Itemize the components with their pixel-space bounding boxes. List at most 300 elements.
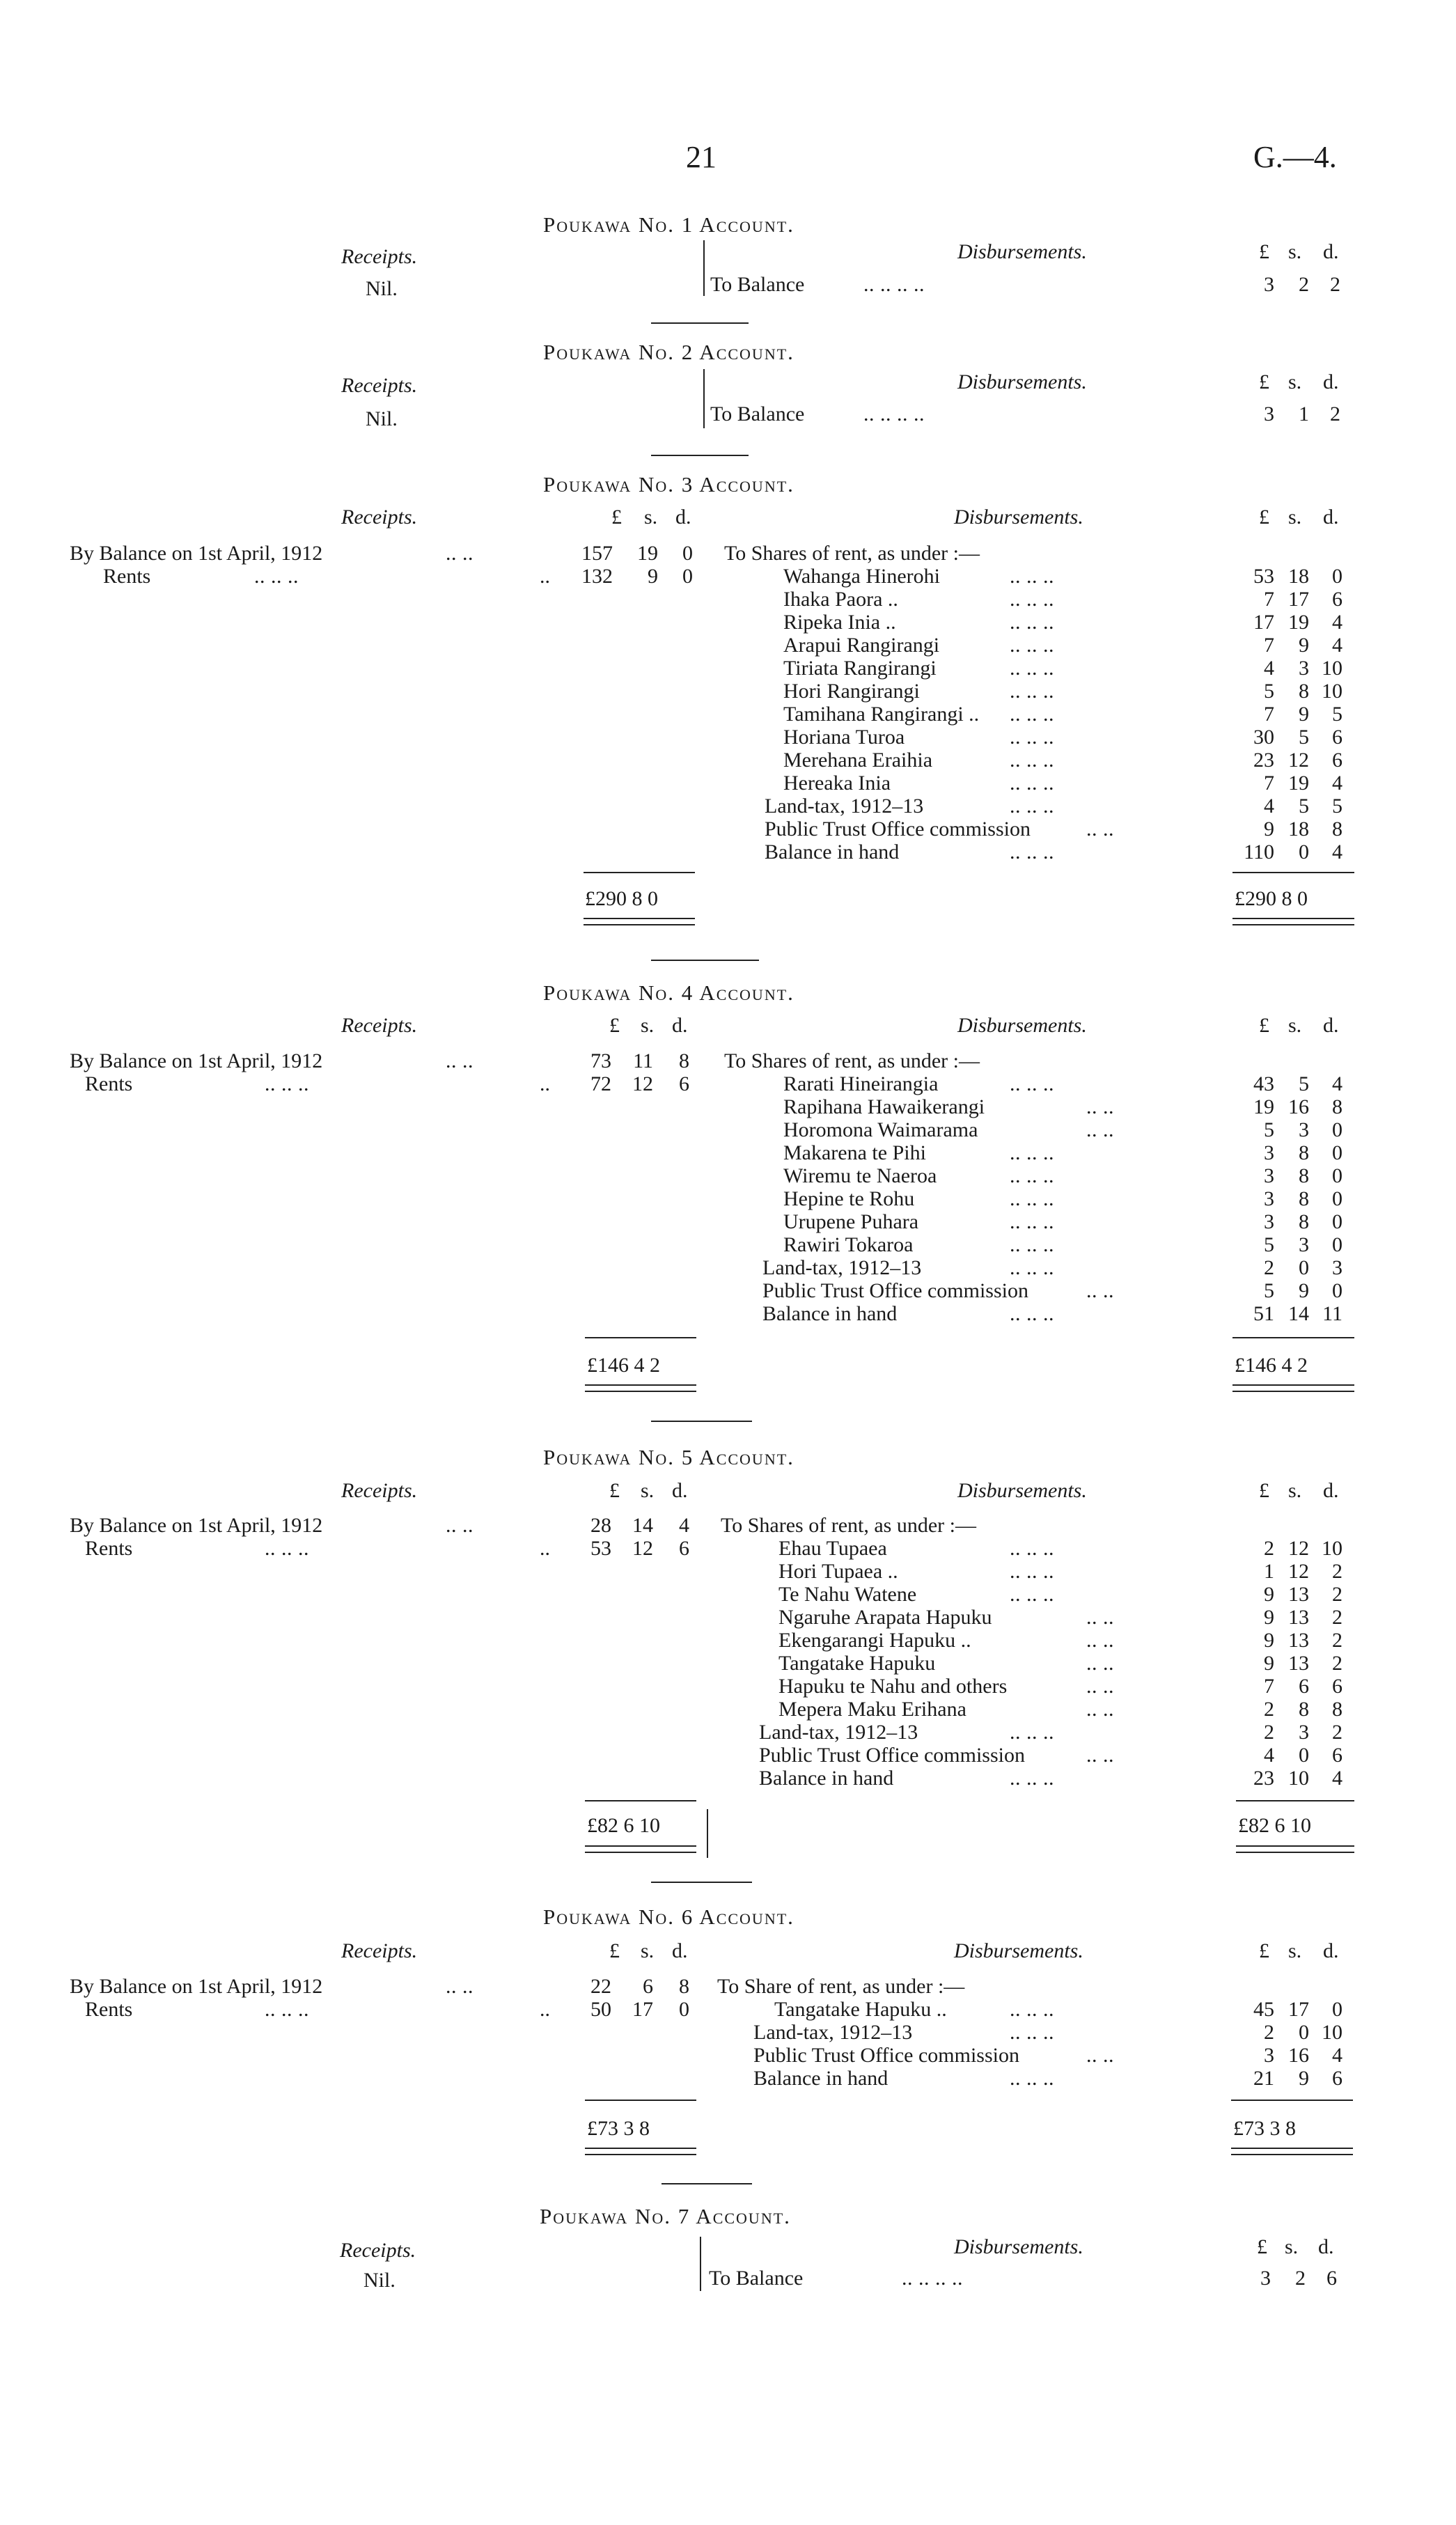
account-3-receipts-total: £290 8 0 <box>585 887 658 910</box>
account-3-rents-label: Rents <box>103 565 151 588</box>
leader-dots: .. .. .. <box>1010 1072 1054 1095</box>
account-4-receipt-balance-pence: 8 <box>679 1049 689 1072</box>
account-4-receipts-shilling-header: s. <box>641 1014 655 1037</box>
leader-dots: .. .. .. <box>1010 1767 1054 1790</box>
amount-shillings: 8 <box>1299 1141 1309 1164</box>
account-5-share-name: Mepera Maku Erihana <box>778 1698 966 1721</box>
leader-dots: .. .. .. <box>1010 634 1054 657</box>
account-7-balance-pounds: 3 <box>1260 2267 1271 2290</box>
amount-pence: 2 <box>1332 1652 1343 1675</box>
amount-shillings: 12 <box>1288 1560 1309 1583</box>
account-2-receipts-heading: Receipts. <box>341 374 418 397</box>
column-divider <box>703 369 705 428</box>
amount-shillings: 18 <box>1288 818 1309 841</box>
account-5-share-name: Hapuku te Nahu and others <box>778 1675 1008 1698</box>
amount-pence: 2 <box>1332 1583 1343 1606</box>
account-4-by-balance: By Balance on 1st April, 1912 <box>70 1049 323 1072</box>
amount-shillings: 3 <box>1299 657 1309 680</box>
account-5-receipt-balance-shillings: 14 <box>632 1514 653 1537</box>
amount-pence: 10 <box>1322 657 1343 680</box>
account-5-share-name: Hori Tupaea .. <box>778 1560 898 1583</box>
amount-pence: 0 <box>1332 1233 1343 1256</box>
amount-pounds: 3 <box>1264 2044 1274 2067</box>
account-6-receipts-total: £73 3 8 <box>587 2117 650 2140</box>
amount-pounds: 53 <box>1253 565 1274 588</box>
account-4-balance-in-hand-label: Balance in hand <box>762 1302 898 1325</box>
amount-pence: 2 <box>1332 1606 1343 1629</box>
account-5-title: Poukawa No. 5 Account. <box>543 1445 794 1469</box>
amount-pounds: 2 <box>1264 1698 1274 1721</box>
account-3-share-name: Horiana Turoa <box>783 726 905 749</box>
account-7-pound-header: £ <box>1257 2235 1267 2258</box>
account-2-pence-header: d. <box>1323 370 1339 393</box>
section-separator <box>651 322 749 324</box>
amount-pence: 5 <box>1332 703 1343 726</box>
leader-dots: .. .. .. <box>265 1998 309 2021</box>
account-5-receipts-total: £82 6 10 <box>587 1814 660 1837</box>
account-3-disbursements-heading: Disbursements. <box>954 506 1083 529</box>
amount-shillings: 5 <box>1299 1072 1309 1095</box>
leader-dots: .. <box>540 1537 550 1560</box>
account-3-disbursements-total: £290 8 0 <box>1235 887 1308 910</box>
amount-pounds: 110 <box>1244 841 1274 863</box>
account-2-disbursements-heading: Disbursements. <box>957 370 1087 393</box>
total-rule <box>1232 1337 1354 1338</box>
account-3-share-name: Ihaka Paora .. <box>783 588 898 611</box>
double-rule <box>585 1845 696 1853</box>
amount-pence: 4 <box>1332 634 1343 657</box>
double-rule <box>1232 1384 1354 1392</box>
account-5-by-balance: By Balance on 1st April, 1912 <box>70 1514 323 1537</box>
amount-pounds: 2 <box>1264 2021 1274 2044</box>
leader-dots: .. .. .. .. <box>863 402 925 425</box>
account-1-pound-header: £ <box>1259 240 1269 263</box>
account-7-to-balance: To Balance <box>709 2267 804 2290</box>
account-6-share-heading: To Share of rent, as under :— <box>717 1975 965 1998</box>
leader-dots: .. <box>540 565 550 588</box>
account-5-disbursements-total: £82 6 10 <box>1238 1814 1311 1837</box>
account-4-commission-label: Public Trust Office commission <box>762 1279 1028 1302</box>
account-3-receipts-pound-header: £ <box>611 506 622 529</box>
section-separator <box>651 1882 752 1883</box>
account-1-balance-pence: 2 <box>1330 273 1340 296</box>
account-3-rents-pounds: 132 <box>581 565 613 588</box>
account-1-disbursements-heading: Disbursements. <box>957 240 1087 263</box>
amount-shillings: 5 <box>1299 726 1309 749</box>
amount-shillings: 3 <box>1299 1233 1309 1256</box>
leader-dots: .. .. .. <box>1010 2021 1054 2044</box>
amount-pounds: 7 <box>1264 703 1274 726</box>
amount-pence: 4 <box>1332 1072 1343 1095</box>
account-5-pence-header: d. <box>1323 1479 1339 1502</box>
amount-pounds: 9 <box>1264 1606 1274 1629</box>
account-5-share-name: Ehau Tupaea <box>778 1537 887 1560</box>
account-5-receipts-shilling-header: s. <box>641 1479 655 1502</box>
amount-pence: 4 <box>1332 1767 1343 1790</box>
amount-pence: 8 <box>1332 1095 1343 1118</box>
account-6-commission-label: Public Trust Office commission <box>753 2044 1019 2067</box>
amount-pounds: 23 <box>1253 1767 1274 1790</box>
account-4-share-name: Rarati Hineirangia <box>783 1072 939 1095</box>
account-4-rents-pounds: 72 <box>590 1072 611 1095</box>
amount-pounds: 3 <box>1264 1141 1274 1164</box>
account-6-receipt-balance-pounds: 22 <box>590 1975 611 1998</box>
amount-pence: 6 <box>1332 1744 1343 1767</box>
account-7-balance-pence: 6 <box>1326 2267 1337 2290</box>
leader-dots: .. .. <box>446 1975 473 1998</box>
amount-pence: 6 <box>1332 726 1343 749</box>
amount-pence: 0 <box>1332 565 1343 588</box>
account-6-rents-pounds: 50 <box>590 1998 611 2021</box>
account-4-land-tax-label: Land-tax, 1912–13 <box>762 1256 922 1279</box>
account-3-share-name: Ripeka Inia .. <box>783 611 896 634</box>
leader-dots: .. .. .. <box>1010 1256 1054 1279</box>
account-4-title: Poukawa No. 4 Account. <box>543 980 794 1005</box>
account-6-receipts-shilling-header: s. <box>641 1939 655 1962</box>
total-rule <box>585 1337 696 1338</box>
amount-shillings: 12 <box>1288 749 1309 772</box>
account-4-receipts-heading: Receipts. <box>341 1014 418 1037</box>
account-7-shilling-header: s. <box>1285 2235 1299 2258</box>
amount-pounds: 5 <box>1264 1233 1274 1256</box>
amount-pounds: 7 <box>1264 588 1274 611</box>
amount-pence: 11 <box>1322 1302 1343 1325</box>
amount-pence: 5 <box>1332 795 1343 818</box>
account-3-rents-shillings: 9 <box>648 565 658 588</box>
total-rule <box>585 1800 696 1801</box>
double-rule <box>584 918 695 925</box>
account-2-title: Poukawa No. 2 Account. <box>543 340 794 364</box>
leader-dots: .. .. .. <box>254 565 299 588</box>
leader-dots: .. .. .. <box>1010 772 1054 795</box>
amount-shillings: 9 <box>1299 634 1309 657</box>
leader-dots: .. <box>540 1072 550 1095</box>
account-6-by-balance: By Balance on 1st April, 1912 <box>70 1975 323 1998</box>
amount-pounds: 1 <box>1264 1560 1274 1583</box>
amount-shillings: 16 <box>1288 1095 1309 1118</box>
account-5-receipts-heading: Receipts. <box>341 1479 418 1502</box>
account-6-share-name: Tangatake Hapuku .. <box>774 1998 947 2021</box>
amount-pounds: 9 <box>1264 1583 1274 1606</box>
account-3-receipts-pence-header: d. <box>675 506 691 529</box>
amount-shillings: 13 <box>1288 1652 1309 1675</box>
account-4-pence-header: d. <box>1323 1014 1339 1037</box>
section-separator <box>651 1421 752 1422</box>
amount-pence: 10 <box>1322 680 1343 703</box>
amount-pounds: 9 <box>1264 1629 1274 1652</box>
amount-shillings: 3 <box>1299 1721 1309 1744</box>
account-7-balance-shillings: 2 <box>1295 2267 1306 2290</box>
amount-pence: 0 <box>1332 1998 1343 2021</box>
account-5-commission-label: Public Trust Office commission <box>759 1744 1025 1767</box>
account-5-rents-pence: 6 <box>679 1537 689 1560</box>
account-1-balance-pounds: 3 <box>1264 273 1274 296</box>
amount-pence: 10 <box>1322 1537 1343 1560</box>
account-6-land-tax-label: Land-tax, 1912–13 <box>753 2021 913 2044</box>
account-3-rents-pence: 0 <box>682 565 693 588</box>
account-7-pence-header: d. <box>1318 2235 1334 2258</box>
amount-shillings: 0 <box>1299 2021 1309 2044</box>
amount-pounds: 7 <box>1264 1675 1274 1698</box>
leader-dots: .. .. .. <box>1010 1302 1054 1325</box>
leader-dots: .. .. <box>1086 1118 1114 1141</box>
account-7-receipts-nil: Nil. <box>363 2269 396 2292</box>
account-3-share-name: Wahanga Hinerohi <box>783 565 940 588</box>
account-5-receipts-pence-header: d. <box>672 1479 688 1502</box>
amount-pence: 6 <box>1332 2067 1343 2090</box>
leader-dots: .. .. .. <box>1010 749 1054 772</box>
leader-dots: .. .. .. <box>1010 1560 1054 1583</box>
account-4-receipts-pence-header: d. <box>672 1014 688 1037</box>
amount-pence: 6 <box>1332 588 1343 611</box>
account-3-shilling-header: s. <box>1288 506 1302 529</box>
account-4-rents-shillings: 12 <box>632 1072 653 1095</box>
leader-dots: .. .. .. <box>1010 726 1054 749</box>
account-5-rents-shillings: 12 <box>632 1537 653 1560</box>
account-4-receipt-balance-shillings: 11 <box>633 1049 653 1072</box>
double-rule <box>1232 918 1354 925</box>
account-6-balance-in-hand-label: Balance in hand <box>753 2067 889 2090</box>
leader-dots: .. .. <box>1086 1652 1114 1675</box>
amount-pence: 0 <box>1332 1141 1343 1164</box>
amount-pence: 10 <box>1322 2021 1343 2044</box>
section-separator <box>662 2183 752 2184</box>
account-4-share-name: Urupene Puhara <box>783 1210 919 1233</box>
amount-pence: 8 <box>1332 818 1343 841</box>
leader-dots: .. .. .. <box>1010 657 1054 680</box>
amount-shillings: 17 <box>1288 588 1309 611</box>
amount-pence: 2 <box>1332 1721 1343 1744</box>
account-6-receipts-pence-header: d. <box>672 1939 688 1962</box>
total-rule <box>1231 2100 1353 2101</box>
account-3-share-name: Hori Rangirangi <box>783 680 920 703</box>
leader-dots: .. .. .. <box>1010 680 1054 703</box>
account-3-land-tax-label: Land-tax, 1912–13 <box>765 795 924 818</box>
amount-pounds: 5 <box>1264 1279 1274 1302</box>
amount-pence: 0 <box>1332 1118 1343 1141</box>
account-4-share-name: Horomona Waimarama <box>783 1118 978 1141</box>
account-2-to-balance: To Balance <box>710 402 805 425</box>
account-3-pence-header: d. <box>1323 506 1339 529</box>
leader-dots: .. .. <box>1086 1744 1114 1767</box>
account-6-rents-pence: 0 <box>679 1998 689 2021</box>
amount-shillings: 8 <box>1299 1164 1309 1187</box>
account-1-balance-shillings: 2 <box>1299 273 1309 296</box>
account-6-disbursements-total: £73 3 8 <box>1233 2117 1296 2140</box>
account-6-receipts-pound-header: £ <box>609 1939 620 1962</box>
amount-pence: 6 <box>1332 749 1343 772</box>
leader-dots: .. .. .. <box>1010 1164 1054 1187</box>
amount-shillings: 9 <box>1299 2067 1309 2090</box>
leader-dots: .. .. .. <box>1010 1537 1054 1560</box>
amount-shillings: 8 <box>1299 1210 1309 1233</box>
amount-shillings: 0 <box>1299 1256 1309 1279</box>
account-4-share-name: Makarena te Pihi <box>783 1141 926 1164</box>
account-6-receipts-heading: Receipts. <box>341 1939 418 1962</box>
amount-pounds: 2 <box>1264 1537 1274 1560</box>
amount-pence: 4 <box>1332 611 1343 634</box>
amount-pence: 2 <box>1332 1560 1343 1583</box>
amount-pounds: 7 <box>1264 772 1274 795</box>
amount-pounds: 51 <box>1253 1302 1274 1325</box>
leader-dots: .. .. .. <box>1010 1721 1054 1744</box>
account-2-shilling-header: s. <box>1288 370 1302 393</box>
account-4-shares-heading: To Shares of rent, as under :— <box>724 1049 980 1072</box>
total-rule <box>1236 1800 1354 1801</box>
account-4-disbursements-total: £146 4 2 <box>1235 1354 1308 1377</box>
account-5-share-name: Tangatake Hapuku <box>778 1652 936 1675</box>
account-5-receipts-pound-header: £ <box>609 1479 620 1502</box>
account-5-pound-header: £ <box>1259 1479 1269 1502</box>
leader-dots: .. .. .. <box>1010 841 1054 863</box>
leader-dots: .. .. .. <box>1010 611 1054 634</box>
amount-pence: 0 <box>1332 1164 1343 1187</box>
amount-pence: 2 <box>1332 1629 1343 1652</box>
leader-dots: .. .. .. <box>1010 1141 1054 1164</box>
leader-dots: .. .. .. <box>1010 1233 1054 1256</box>
account-4-receipt-balance-pounds: 73 <box>590 1049 611 1072</box>
account-5-receipt-balance-pounds: 28 <box>590 1514 611 1537</box>
account-2-balance-pence: 2 <box>1330 402 1340 425</box>
page-number: 21 <box>686 140 717 174</box>
account-5-land-tax-label: Land-tax, 1912–13 <box>759 1721 918 1744</box>
amount-pence: 3 <box>1332 1256 1343 1279</box>
amount-pounds: 3 <box>1264 1210 1274 1233</box>
leader-dots: .. .. .. <box>1010 1998 1054 2021</box>
amount-shillings: 10 <box>1288 1767 1309 1790</box>
amount-pence: 0 <box>1332 1187 1343 1210</box>
account-4-disbursements-heading: Disbursements. <box>957 1014 1087 1037</box>
leader-dots: .. .. .. <box>265 1537 309 1560</box>
amount-pence: 0 <box>1332 1210 1343 1233</box>
leader-dots: .. .. <box>1086 1675 1114 1698</box>
leader-dots: .. .. <box>1086 818 1114 841</box>
amount-pounds: 23 <box>1253 749 1274 772</box>
amount-pounds: 4 <box>1264 657 1274 680</box>
account-6-rents-shillings: 17 <box>632 1998 653 2021</box>
leader-dots: .. .. <box>446 1514 473 1537</box>
amount-shillings: 8 <box>1299 1187 1309 1210</box>
amount-pence: 6 <box>1332 1675 1343 1698</box>
account-3-pound-header: £ <box>1259 506 1269 529</box>
account-3-share-name: Hereaka Inia <box>783 772 891 795</box>
amount-shillings: 5 <box>1299 795 1309 818</box>
account-4-share-name: Rawiri Tokaroa <box>783 1233 914 1256</box>
account-1-receipts-nil: Nil. <box>366 277 398 300</box>
account-4-receipts-pound-header: £ <box>609 1014 620 1037</box>
leader-dots: .. .. <box>1086 1606 1114 1629</box>
amount-shillings: 13 <box>1288 1583 1309 1606</box>
double-rule <box>1231 2148 1353 2155</box>
account-5-share-name: Te Nahu Watene <box>778 1583 917 1606</box>
double-rule <box>1236 1845 1354 1853</box>
account-2-balance-shillings: 1 <box>1299 402 1309 425</box>
amount-pounds: 5 <box>1264 1118 1274 1141</box>
amount-shillings: 19 <box>1288 611 1309 634</box>
leader-dots: .. .. .. .. <box>863 273 925 296</box>
amount-pounds: 21 <box>1253 2067 1274 2090</box>
amount-pounds: 7 <box>1264 634 1274 657</box>
leader-dots: .. .. .. <box>1010 1210 1054 1233</box>
account-2-balance-pounds: 3 <box>1264 402 1274 425</box>
leader-dots: .. <box>540 1998 550 2021</box>
account-6-title: Poukawa No. 6 Account. <box>543 1905 794 1929</box>
account-4-pound-header: £ <box>1259 1014 1269 1037</box>
account-5-rents-label: Rents <box>85 1537 133 1560</box>
amount-shillings: 8 <box>1299 1698 1309 1721</box>
leader-dots: .. .. <box>1086 1095 1114 1118</box>
account-6-shilling-header: s. <box>1288 1939 1302 1962</box>
leader-dots: .. .. .. <box>1010 703 1054 726</box>
account-6-rents-label: Rents <box>85 1998 133 2021</box>
account-5-shilling-header: s. <box>1288 1479 1302 1502</box>
section-separator <box>651 960 759 961</box>
account-4-rents-label: Rents <box>85 1072 133 1095</box>
account-7-title: Poukawa No. 7 Account. <box>540 2204 791 2228</box>
amount-pounds: 30 <box>1253 726 1274 749</box>
leader-dots: .. .. .. .. <box>902 2267 963 2290</box>
account-3-title: Poukawa No. 3 Account. <box>543 472 794 497</box>
amount-pence: 0 <box>1332 1279 1343 1302</box>
account-3-commission-label: Public Trust Office commission <box>765 818 1031 841</box>
account-7-disbursements-heading: Disbursements. <box>954 2235 1083 2258</box>
amount-pounds: 3 <box>1264 1187 1274 1210</box>
leader-dots: .. .. <box>446 542 473 565</box>
column-divider <box>700 2237 701 2291</box>
account-4-shilling-header: s. <box>1288 1014 1302 1037</box>
total-rule <box>1232 872 1354 873</box>
amount-shillings: 3 <box>1299 1118 1309 1141</box>
account-1-to-balance: To Balance <box>710 273 805 296</box>
amount-shillings: 9 <box>1299 1279 1309 1302</box>
account-1-shilling-header: s. <box>1288 240 1302 263</box>
account-3-receipt-balance-shillings: 19 <box>637 542 658 565</box>
account-5-shares-heading: To Shares of rent, as under :— <box>721 1514 976 1537</box>
account-4-receipts-total: £146 4 2 <box>587 1354 660 1377</box>
amount-pounds: 43 <box>1253 1072 1274 1095</box>
account-5-disbursements-heading: Disbursements. <box>957 1479 1087 1502</box>
account-1-pence-header: d. <box>1323 240 1339 263</box>
amount-pounds: 9 <box>1264 1652 1274 1675</box>
amount-shillings: 12 <box>1288 1537 1309 1560</box>
leader-dots: .. .. <box>1086 1279 1114 1302</box>
amount-shillings: 16 <box>1288 2044 1309 2067</box>
leader-dots: .. .. <box>1086 2044 1114 2067</box>
account-6-pence-header: d. <box>1323 1939 1339 1962</box>
amount-pence: 8 <box>1332 1698 1343 1721</box>
account-3-receipt-balance-pence: 0 <box>682 542 693 565</box>
amount-pounds: 4 <box>1264 1744 1274 1767</box>
amount-shillings: 13 <box>1288 1606 1309 1629</box>
account-4-share-name: Rapihana Hawaikerangi <box>783 1095 985 1118</box>
total-rule <box>584 872 695 873</box>
leader-dots: .. .. <box>1086 1698 1114 1721</box>
amount-pounds: 2 <box>1264 1256 1274 1279</box>
amount-pence: 4 <box>1332 772 1343 795</box>
account-5-share-name: Ekengarangi Hapuku .. <box>778 1629 971 1652</box>
leader-dots: .. .. <box>1086 1629 1114 1652</box>
amount-pence: 4 <box>1332 841 1343 863</box>
amount-pounds: 17 <box>1253 611 1274 634</box>
document-reference: G.—4. <box>1253 140 1337 174</box>
amount-shillings: 14 <box>1288 1302 1309 1325</box>
account-3-share-name: Merehana Eraihia <box>783 749 933 772</box>
account-3-shares-heading: To Shares of rent, as under :— <box>724 542 980 565</box>
total-rule <box>585 2100 696 2101</box>
leader-dots: .. .. .. <box>1010 795 1054 818</box>
amount-pounds: 5 <box>1264 680 1274 703</box>
account-3-receipts-shilling-header: s. <box>644 506 658 529</box>
